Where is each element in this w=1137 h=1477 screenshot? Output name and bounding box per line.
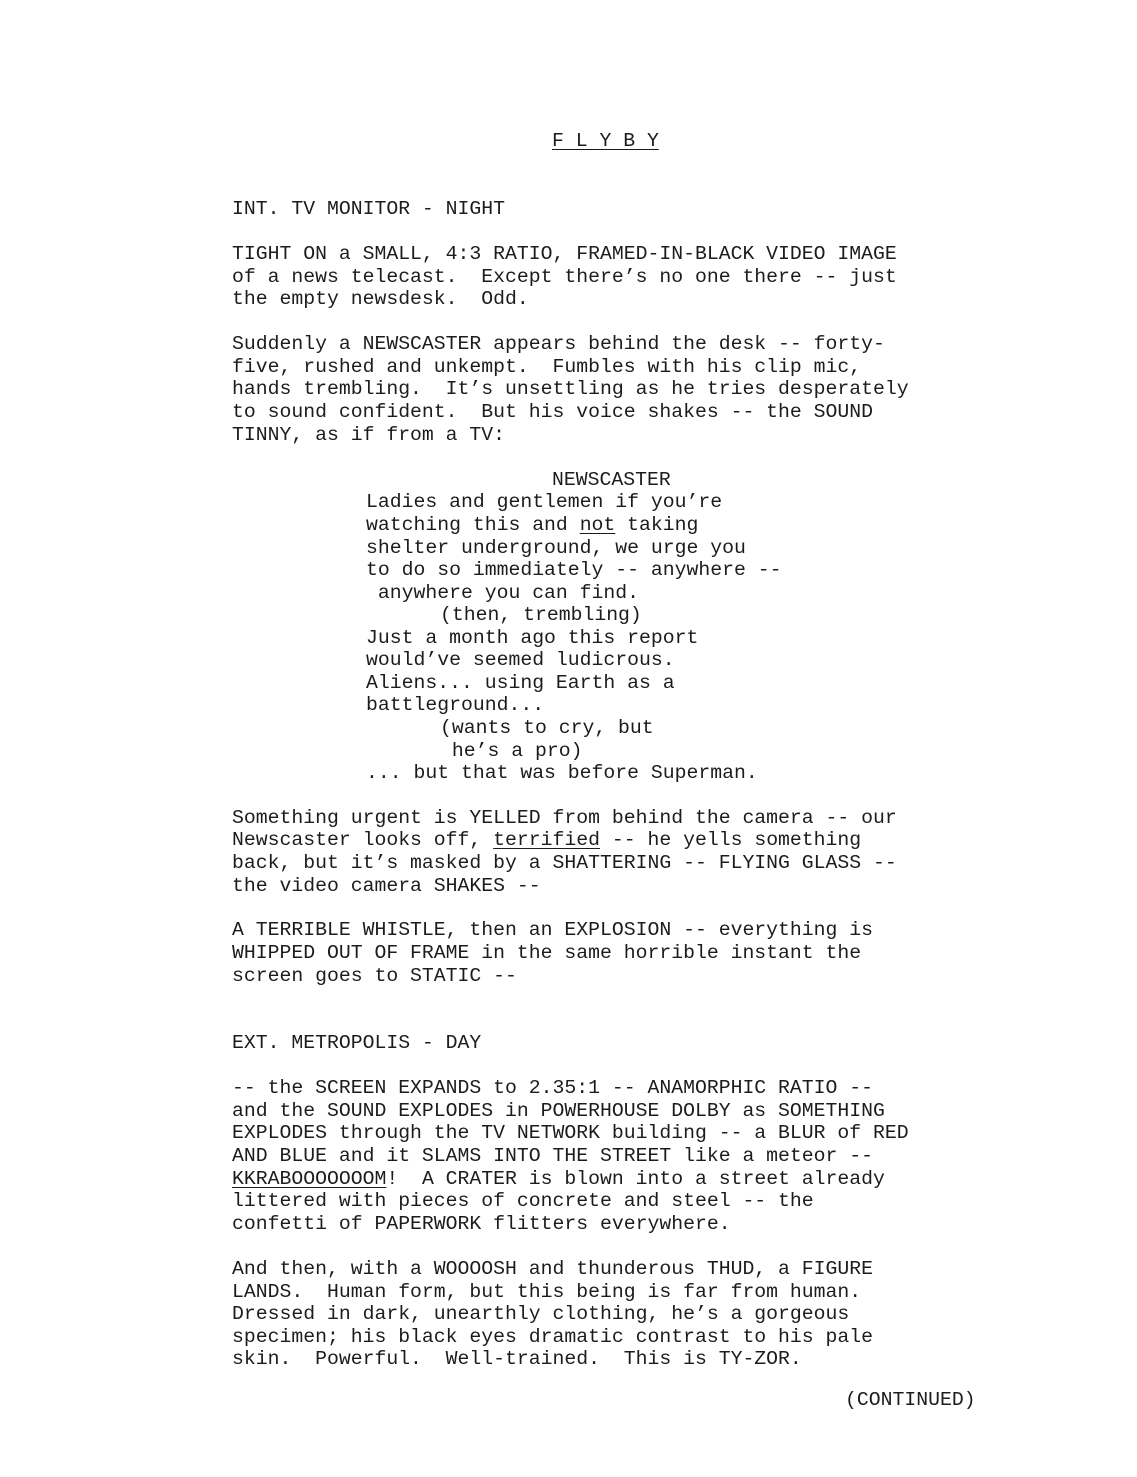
- dialogue-text: watching this and: [366, 514, 580, 536]
- action-line: And then, with a WOOOOSH and thunderous THUD, a FIGURE: [232, 1258, 874, 1280]
- action-line: TINNY, as if from a TV:: [232, 424, 506, 446]
- dialogue-line: Just a month ago this report: [366, 627, 699, 649]
- dialogue-text: taking: [615, 514, 699, 536]
- dialogue-line: Aliens... using Earth as a: [366, 672, 675, 694]
- action-text: ! A CRATER is blown into a street already: [386, 1168, 885, 1190]
- action-line: EXPLODES through the TV NETWORK building -- a BLUR of RED: [232, 1122, 909, 1144]
- character-name: NEWSCASTER: [552, 469, 671, 491]
- action-line: LANDS. Human form, but this being is far from human.: [232, 1281, 862, 1303]
- action-line: the empty newsdesk. Odd.: [232, 288, 529, 310]
- scene-heading: EXT. METROPOLIS - DAY: [232, 1032, 482, 1054]
- dialogue-emphasis: not: [579, 514, 616, 536]
- dialogue-line: ... but that was before Superman.: [366, 762, 758, 784]
- dialogue-line: anywhere you can find.: [366, 582, 640, 604]
- action-line: skin. Powerful. Well-trained. This is TY-ZOR.: [232, 1348, 802, 1370]
- action-text: Newscaster looks off,: [232, 829, 494, 851]
- action-line: -- the SCREEN EXPANDS to 2.35:1 -- ANAMORPHIC RATIO --: [232, 1077, 874, 1099]
- parenthetical: he’s a pro): [440, 740, 583, 762]
- action-line: TIGHT ON a SMALL, 4:3 RATIO, FRAMED-IN-BLACK VIDEO IMAGE: [232, 243, 897, 265]
- action-line: Something urgent is YELLED from behind the camera -- our: [232, 807, 897, 829]
- continued-marker: (CONTINUED): [845, 1389, 976, 1411]
- action-line: of a news telecast. Except there’s no one there -- just: [232, 266, 897, 288]
- action-line: and the SOUND EXPLODES in POWERHOUSE DOLBY as SOMETHING: [232, 1100, 885, 1122]
- action-line: confetti of PAPERWORK flitters everywhere.: [232, 1213, 731, 1235]
- action-line: Dressed in dark, unearthly clothing, he’s a gorgeous: [232, 1303, 850, 1325]
- action-line: AND BLUE and it SLAMS INTO THE STREET like a meteor --: [232, 1145, 874, 1167]
- action-line: littered with pieces of concrete and steel -- the: [232, 1190, 814, 1212]
- action-line: to sound confident. But his voice shakes -- the SOUND: [232, 401, 874, 423]
- script-title: F L Y B Y: [552, 130, 659, 152]
- action-line: [232, 829, 861, 852]
- action-line: hands trembling. It’s unsettling as he tries desperately: [232, 378, 909, 400]
- sound-effect: KKRABOOOOOOOM: [232, 1168, 387, 1190]
- action-emphasis: terrified: [493, 829, 600, 851]
- action-line: screen goes to STATIC --: [232, 965, 517, 987]
- action-line: specimen; his black eyes dramatic contrast to his pale: [232, 1326, 874, 1348]
- dialogue-line: battleground...: [366, 694, 545, 716]
- dialogue-line: would’ve seemed ludicrous.: [366, 649, 675, 671]
- action-line: A TERRIBLE WHISTLE, then an EXPLOSION -- everything is: [232, 919, 874, 941]
- action-line: back, but it’s masked by a SHATTERING -- FLYING GLASS --: [232, 852, 897, 874]
- action-line: Suddenly a NEWSCASTER appears behind the desk -- forty-: [232, 333, 885, 355]
- action-text: -- he yells something: [600, 829, 862, 851]
- scene-heading: INT. TV MONITOR - NIGHT: [232, 198, 506, 220]
- parenthetical: (wants to cry, but: [440, 717, 654, 739]
- action-line: WHIPPED OUT OF FRAME in the same horrible instant the: [232, 942, 862, 964]
- parenthetical: (then, trembling): [440, 604, 642, 626]
- dialogue-line: to do so immediately -- anywhere --: [366, 559, 782, 581]
- action-line: [232, 1168, 885, 1191]
- dialogue-line: [366, 514, 698, 537]
- action-line: five, rushed and unkempt. Fumbles with his clip mic,: [232, 356, 862, 378]
- dialogue-line: shelter underground, we urge you: [366, 537, 746, 559]
- dialogue-line: Ladies and gentlemen if you’re: [366, 491, 723, 513]
- action-line: the video camera SHAKES --: [232, 875, 541, 897]
